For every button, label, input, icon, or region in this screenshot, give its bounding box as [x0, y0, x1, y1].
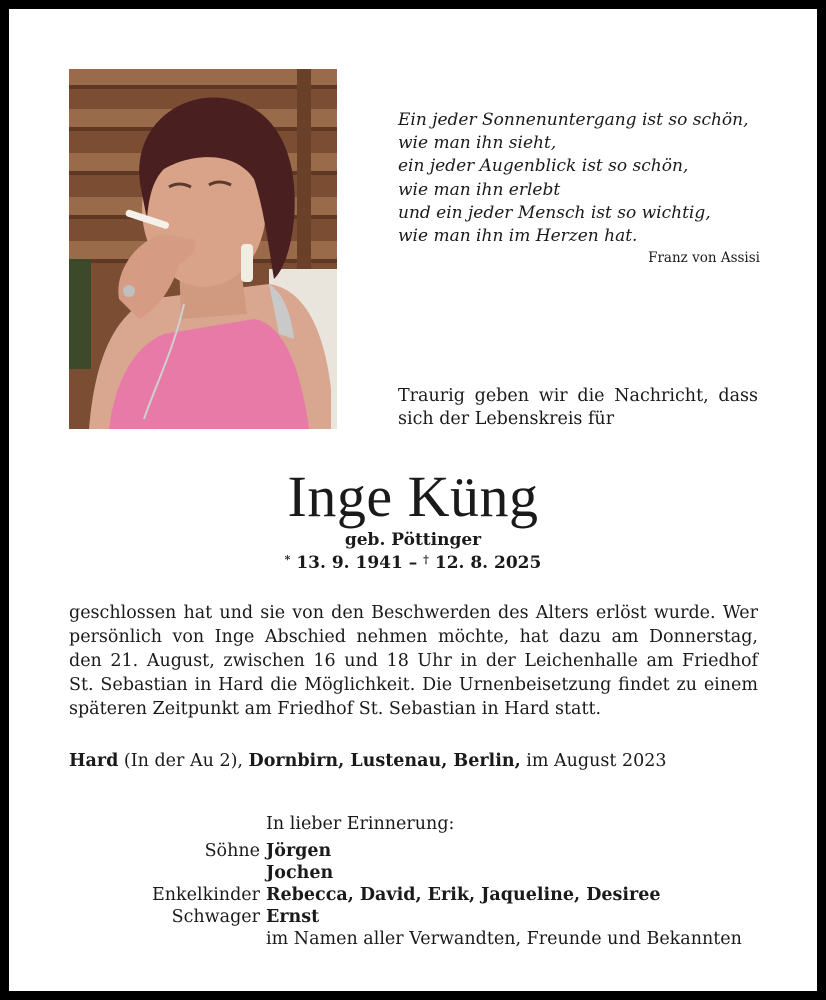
- birth-name: geb. Pöttinger: [344, 530, 482, 550]
- announcement-text: [69, 601, 758, 721]
- announcement-line: späteren Zeitpunkt am Friedhof St. Sebastian in Hard statt.: [69, 699, 602, 719]
- relative-role: Schwager: [171, 907, 260, 927]
- portrait-photo: [69, 69, 337, 429]
- poem-author: Franz von Assisi: [648, 250, 760, 266]
- birth-date: 13. 9. 1941: [296, 553, 403, 573]
- poem: [398, 109, 758, 248]
- relative-names: Rebecca, David, Erik, Jaqueline, Desiree: [266, 885, 661, 905]
- town: Hard: [69, 751, 119, 771]
- poem-line: wie man ihn im Herzen hat.: [398, 226, 638, 247]
- relative-row: [9, 907, 817, 929]
- relative-row: [9, 841, 817, 863]
- relative-names: Ernst: [266, 907, 320, 927]
- born-symbol: *: [284, 553, 291, 566]
- relative-role: Söhne: [204, 841, 260, 861]
- intro-text: Traurig geben wir die Nachricht, dass sich der Lebenskreis für: [398, 386, 758, 429]
- announcement-line: St. Sebastian in Hard die Möglichkeit. Die Urnenbeisetzung findet zu einem: [69, 675, 758, 695]
- relative-row: [9, 885, 817, 907]
- poem-line: wie man ihn sieht,: [398, 133, 557, 154]
- deceased-name: Inge Küng: [287, 464, 539, 529]
- poem-line: Ein jeder Sonnenuntergang ist so schön,: [398, 110, 749, 130]
- poem-line: und ein jeder Mensch ist so wichtig,: [398, 202, 711, 223]
- announcement-line: persönlich von Inge Abschied nehmen möchte, hat dazu am Donnerstag,: [69, 627, 758, 647]
- poem-line: wie man ihn erlebt: [398, 179, 561, 200]
- other-places: Dornbirn, Lustenau, Berlin,: [248, 751, 521, 771]
- died-symbol: †: [423, 553, 429, 566]
- relative-names: Jörgen: [266, 841, 332, 861]
- life-dates: [9, 553, 817, 573]
- portrait-image: [69, 69, 337, 429]
- places-line: [69, 751, 769, 771]
- date-dash: –: [402, 553, 424, 573]
- relative-row: [9, 863, 817, 885]
- poem-line: ein jeder Augenblick ist so schön,: [398, 156, 689, 177]
- death-date: 12. 8. 2025: [434, 553, 542, 573]
- memory-title: In lieber Erinnerung:: [266, 814, 455, 834]
- obituary-page: [9, 9, 817, 991]
- address: (In der Au 2),: [118, 751, 249, 771]
- relative-names: Jochen: [266, 863, 334, 883]
- announcement-line: geschlossen hat und sie von den Beschwerden des Alters erlöst wurde. Wer: [69, 603, 758, 623]
- closing-line: im Namen aller Verwandten, Freunde und Bekannten: [266, 929, 742, 949]
- announcement-line: den 21. August, zwischen 16 und 18 Uhr in der Leichenhalle am Friedhof: [69, 651, 758, 671]
- relative-role: Enkelkinder: [152, 885, 260, 905]
- date-line: im August 2023: [520, 751, 667, 771]
